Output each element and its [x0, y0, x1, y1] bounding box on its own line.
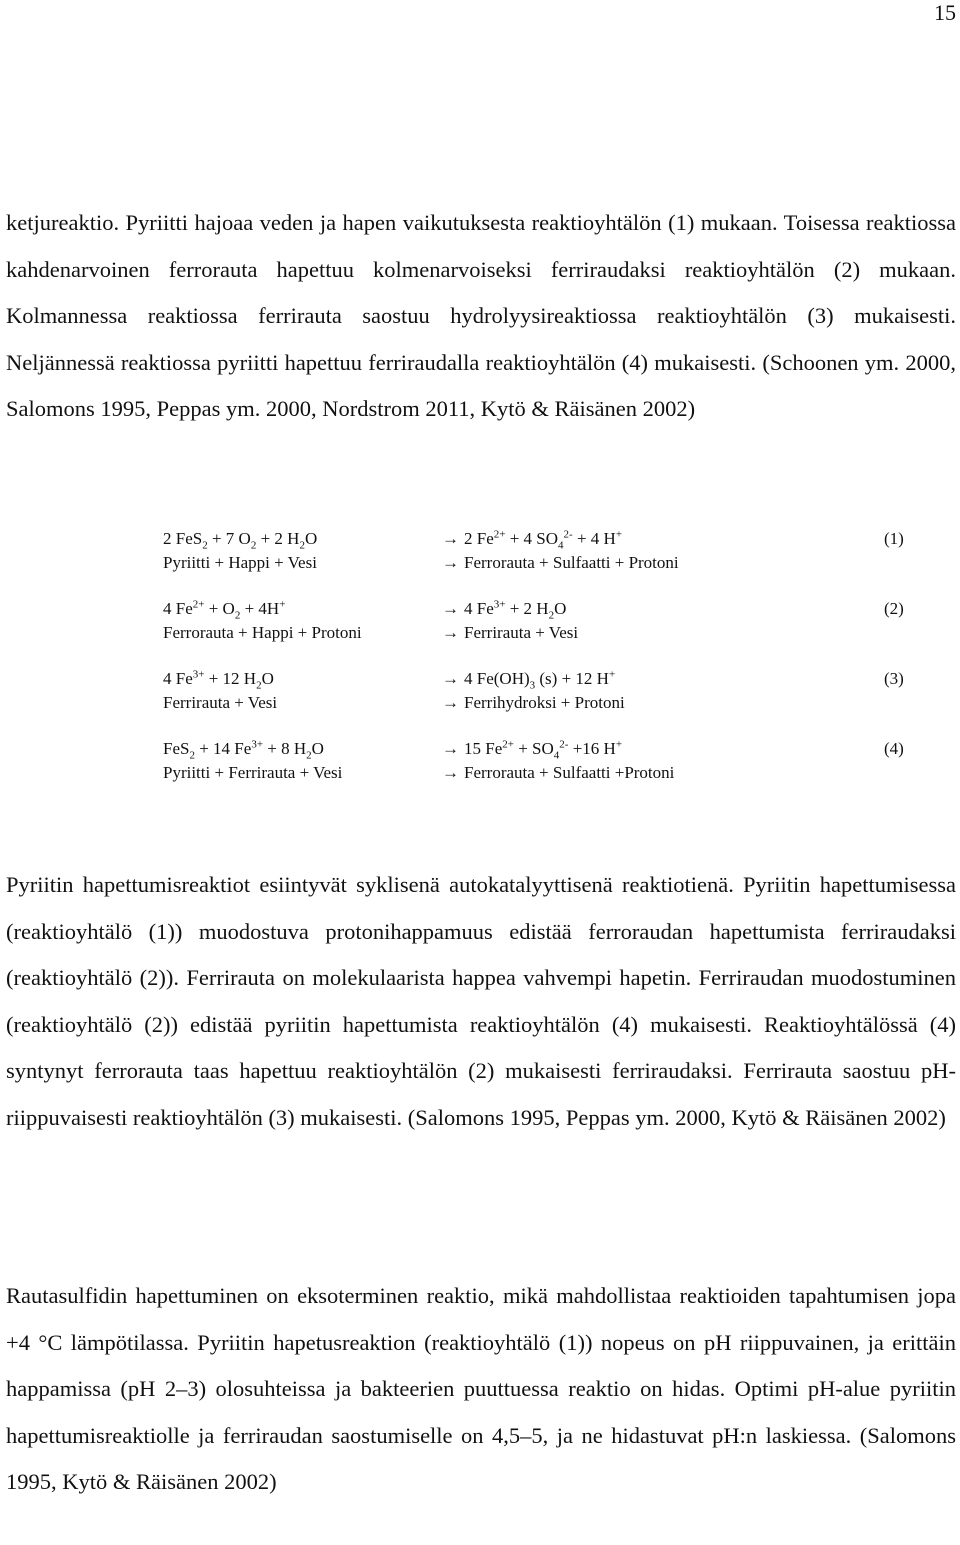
equation-3-words [0, 691, 960, 715]
equation-2-reactants: 4 $Fe^{2+} + O_2 + 4H^+$ [163, 598, 286, 622]
equation-4-reactants: FeS$_2$ + 14 $Fe^{3+} + 8$ $H_2O$ [163, 738, 324, 762]
reaction-arrow-icon: → [442, 739, 459, 758]
paragraph-reaction-conditions: Rautasulfidin hapettuminen on eksoterminen reaktio, mikä mahdollistaa reaktioiden tapahtumisen jopa +4 °C lämpötilassa. Pyriitin hapetusreaktion (reaktioyhtälö (1)) nopeus on pH riippuvainen, ja erittäin happamissa (pH 2–3) olosuhteissa ja bakteerien puuttuessa reaktio on hidas. Optimi pH-alue pyriitin hapettumisreaktiolle ja ferriraudan saostumiselle on 4,5–5, ja ne hidastuvat pH:n laskiessa. (Salomons 1995, Kytö & Räisänen 2002) [6, 1283, 956, 1494]
equation-1-formula [0, 527, 960, 551]
equation-1-product-names: → Ferrorauta + Sulfaatti + Protoni [442, 551, 679, 575]
equation-3-reactants: 4 $Fe^{3+} + 12$ $H_2O$ [163, 668, 274, 692]
equation-4-reactant-names: Pyriitti + Ferrirauta + Vesi [163, 763, 343, 782]
equation-3-reactant-names: Ferrirauta + Vesi [163, 693, 278, 712]
equation-2-products: → 4 $Fe^{3+} + 2$ $H_2O$ [442, 598, 567, 622]
equation-2-reactant-names: Ferrorauta + Happi + Protoni [163, 623, 362, 642]
equation-2-number: (2) [884, 599, 904, 618]
equation-4-products: → 15 $Fe^{2+} + SO_4^{2-} +16$ H+ [442, 738, 623, 762]
reaction-arrow-icon: → [442, 693, 459, 712]
equation-3-number: (3) [884, 669, 904, 688]
equation-3-formula [0, 667, 960, 691]
equation-4-number: (4) [884, 739, 904, 758]
equation-2-product-names: → Ferrirauta + Vesi [442, 621, 578, 645]
reaction-arrow-icon: → [442, 763, 459, 782]
equation-1-words [0, 551, 960, 575]
reaction-arrow-icon: → [442, 553, 459, 572]
equation-1-products: → 2 $Fe^{2+} + 4$ $SO_4^{2-} + 4$ H+ [442, 528, 623, 552]
reaction-arrow-icon: → [442, 623, 459, 642]
equation-3-products: → 4 $Fe(OH)_3$ (s) + 12 H+ [442, 668, 616, 692]
paragraph-autocatalytic-cycle: Pyriitin hapettumisreaktiot esiintyvät syklisenä autokatalyyttisenä reaktiotienä. Pyriitin hapettumisessa (reaktioyhtälö (1)) muodostuva protonihappamuus edistää ferroraudan hapettumista ferriraudaksi (reaktioyhtälö (2)). Ferrirauta on molekulaarista happea vahvempi hapetin. Ferriraudan muodostuminen (reaktioyhtälö (2)) edistää pyriitin hapettumista reaktioyhtälön (4) mukaisesti. Reaktioyhtälössä (4) syntynyt ferrorauta taas hapettuu reaktioyhtälön (2) mukaisesti ferriraudaksi. Ferrirauta saostuu pH-riippuvaisesti reaktioyhtälön (3) mukaisesti. (Salomons 1995, Peppas ym. 2000, Kytö & Räisänen 2002) [6, 872, 956, 1130]
equation-3-product-names: → Ferrihydroksi + Protoni [442, 691, 625, 715]
equation-2-words [0, 621, 960, 645]
reaction-arrow-icon: → [442, 599, 459, 618]
equation-1-reactants: 2 FeS$_2$ + 7 $O_2 + 2$ $H_2O$ [163, 529, 318, 552]
equation-4-formula [0, 737, 960, 761]
paragraph-reaction-steps: ketjureaktio. Pyriitti hajoaa veden ja hapen vaikutuksesta reaktioyhtälön (1) mukaan. Toisessa reaktiossa kahdenarvoinen ferrorauta hapettuu kolmenarvoiseksi ferriraudaksi reaktioyhtälön (2) mukaan. Kolmannessa reaktiossa ferrirauta saostuu hydrolyysireaktiossa reaktioyhtälön (3) mukaisesti. Neljännessä reaktiossa pyriitti hapettuu ferriraudalla reaktioyhtälön (4) mukaisesti. (Schoonen ym. 2000, Salomons 1995, Peppas ym. 2000, Nordstrom 2011, Kytö & Räisänen 2002) [6, 210, 956, 421]
equation-2-formula [0, 597, 960, 621]
equation-1-number: (1) [884, 529, 904, 548]
page-number: 15 [934, 0, 956, 25]
equation-4-product-names: → Ferrorauta + Sulfaatti +Protoni [442, 761, 674, 785]
equation-4-words [0, 761, 960, 785]
equation-1-reactant-names: Pyriitti + Happi + Vesi [163, 553, 317, 572]
reaction-equations [0, 519, 960, 789]
reaction-arrow-icon: → [442, 529, 459, 548]
reaction-arrow-icon: → [442, 669, 459, 688]
